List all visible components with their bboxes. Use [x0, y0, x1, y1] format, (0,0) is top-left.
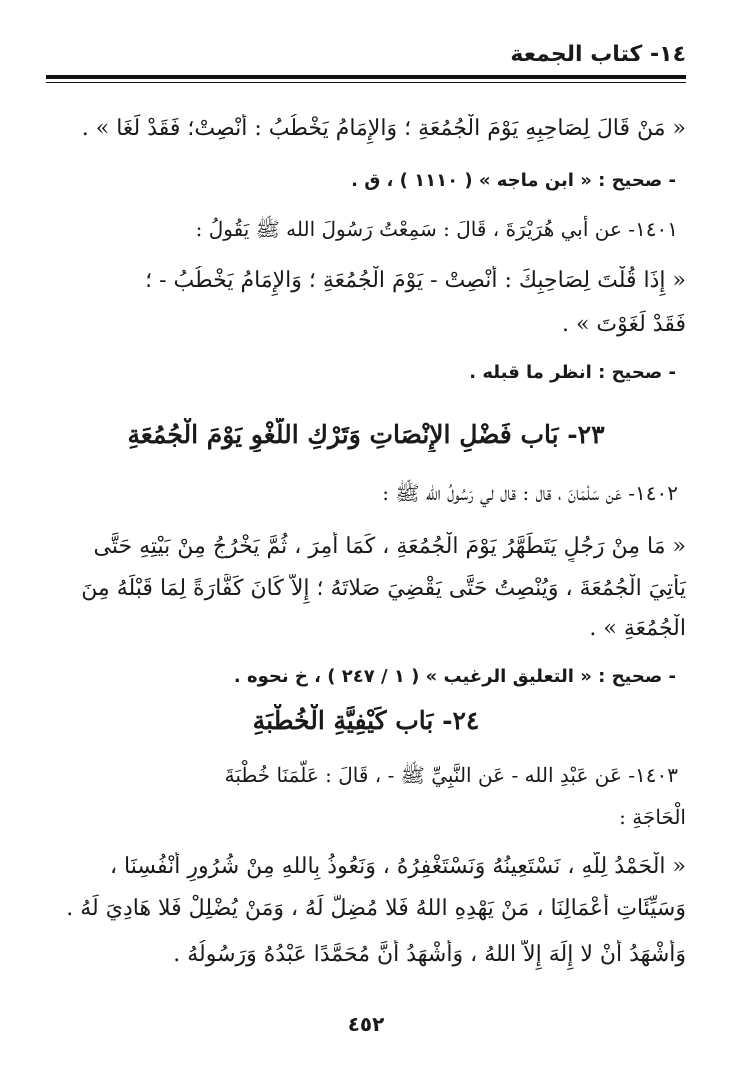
hadith-text-line: « إِذَا قُلْتَ لِصَاحِبِكَ : أَنْصِتْ - يَوْمَ الْجُمُعَةِ ؛ وَالإِمَامُ يَخْطُبُ - ؛: [145, 268, 686, 293]
hadith-intro-1402: ١٤٠٢- عَن سَلْمَانَ ، قال : قال لي رَسُولُ الله ﷺ :: [382, 481, 678, 505]
header-title: ١٤- كتاب الجمعة: [510, 42, 686, 67]
hadith-text-line: فَقَدْ لَغَوْتَ » .: [561, 312, 686, 337]
header-rule-thick: [46, 75, 686, 79]
hadith-text-line: الْجُمُعَةِ » .: [589, 616, 686, 641]
hadith-intro-1403: ١٤٠٣- عَن عَبْدِ الله - عَن النَّبِيِّ ﷺ - ، قَالَ : عَلَّمَنَا خُطْبَةَ: [224, 763, 678, 787]
running-header: [46, 38, 686, 72]
hadith-text-line: وَسَيِّئَاتِ أَعْمَالِنَا ، مَنْ يَهْدِهِ اللهُ فَلا مُضِلَّ لَهُ ، وَمَنْ يُضْلِلْ فَلا هَادِيَ لَهُ .: [66, 896, 686, 921]
hadith-intro-continued: الْحَاجَةِ :: [619, 805, 686, 829]
page-number: ٤٥٢: [347, 1012, 385, 1036]
hadith-text-line: يَأْتِيَ الْجُمُعَةَ ، وَيُنْصِتُ حَتَّى يَقْضِيَ صَلاتَهُ ؛ إِلاّ كَانَ كَفَّارَةً لِمَا قَبْلَهُ مِنَ: [81, 576, 686, 601]
chapter-heading-24: ٢٤- بَاب كَيْفِيَّةِ الْخُطْبَةِ: [252, 706, 480, 735]
chapter-heading-23: ٢٣- بَاب فَضْلِ الإِنْصَاتِ وَتَرْكِ اللَّغْوِ يَوْمَ الْجُمُعَةِ: [127, 420, 605, 449]
header-rule-thin: [46, 82, 686, 83]
hadith-text-line: « مَنْ قَالَ لِصَاحِبِهِ يَوْمَ الْجُمُعَةِ ؛ وَالإِمَامُ يَخْطُبُ : أَنْصِتْ؛ فَقَدْ لَغَا » .: [81, 116, 686, 141]
grading-note: - صحيح : « ابن ماجه » ( ١١١٠ ) ، ق .: [351, 170, 676, 191]
hadith-text-line: « مَا مِنْ رَجُلٍ يَتَطَهَّرُ يَوْمَ الْجُمُعَةِ ، كَمَا أُمِرَ ، ثُمَّ يَخْرُجُ مِنْ بَيْتِهِ حَتَّى: [93, 534, 686, 559]
hadith-text-line: « الْحَمْدُ لِلَّهِ ، نَسْتَعِينُهُ وَنَسْتَغْفِرُهُ ، وَنَعُوذُ بِاللهِ مِنْ شُرُورِ أَنْفُسِنَا ،: [109, 854, 686, 879]
grading-note: - صحيح : انظر ما قبله .: [469, 362, 676, 383]
hadith-text-line: وَأَشْهَدُ أَنْ لا إِلَهَ إِلاّ اللهُ ، وَأَشْهَدُ أَنَّ مُحَمَّدًا عَبْدُهُ وَرَسُولُهُ .: [173, 942, 686, 967]
hadith-intro-1401: ١٤٠١- عن أبي هُرَيْرَةَ ، قَالَ : سَمِعْتُ رَسُولَ الله ﷺ يَقُولُ :: [195, 217, 678, 241]
grading-note: - صحيح : « التعليق الرغيب » ( ١ / ٢٤٧ ) ، خ نحوه .: [233, 666, 676, 687]
